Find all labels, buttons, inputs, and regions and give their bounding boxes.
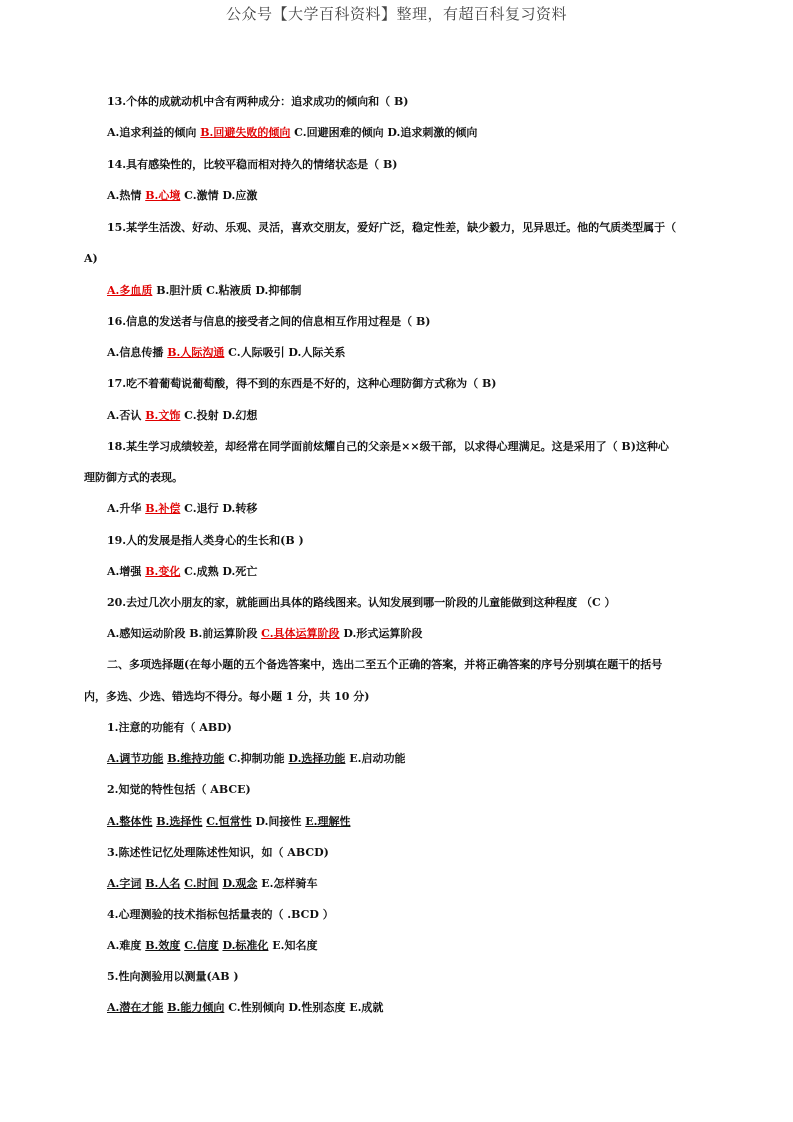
text-segment: E.怎样骑车	[257, 877, 318, 890]
text-line	[107, 939, 317, 953]
underlined-option: D.选择功能	[288, 752, 346, 765]
text-line	[107, 377, 496, 391]
underlined-option: B.选择性	[156, 815, 203, 828]
underlined-option: A.整体性	[107, 815, 153, 828]
text-line	[107, 721, 232, 735]
text-segment: B.胆汁质 C.粘液质 D.抑郁制	[152, 284, 302, 297]
text-segment: 19.人的发展是指人类身心的生长和(B )	[107, 534, 304, 547]
text-line	[107, 534, 304, 548]
text-segment: C.投射 D.幻想	[180, 409, 258, 422]
text-line	[107, 565, 257, 579]
text-line	[107, 752, 405, 766]
underlined-option: A.字词	[107, 877, 142, 890]
text-segment: A.感知运动阶段 B.前运算阶段	[107, 627, 262, 640]
text-line	[107, 1001, 383, 1015]
answer-highlight: A.多血质	[107, 284, 153, 297]
text-line	[107, 846, 329, 860]
text-line	[107, 596, 616, 610]
text-line	[107, 908, 334, 922]
text-line	[107, 970, 239, 984]
text-line	[84, 252, 98, 266]
text-segment: A.信息传播	[107, 346, 168, 359]
underlined-option: A.调节功能	[107, 752, 164, 765]
answer-highlight: B.回避失败的倾向	[200, 126, 291, 139]
text-line	[107, 877, 317, 891]
text-line	[107, 126, 477, 140]
answer-highlight: B.人际沟通	[167, 346, 225, 359]
text-segment: E.知名度	[268, 939, 318, 952]
text-segment: C.性别倾向 D.性别态度 E.成就	[224, 1001, 384, 1014]
text-segment: 20.去过几次小朋友的家，就能画出具体的路线图来。认知发展到哪一阶段的儿童能做到这种程度 （C ）	[107, 596, 616, 609]
text-segment: C.回避困难的倾向 D.追求刺激的倾向	[290, 126, 478, 139]
text-segment: 16.信息的发送者与信息的接受者之间的信息相互作用过程是（ B)	[107, 315, 431, 328]
text-line	[107, 502, 257, 516]
text-segment: 13.个体的成就动机中含有两种成分：追求成功的倾向和（ B)	[107, 95, 409, 108]
text-segment: 2.知觉的特性包括（ ABCE)	[107, 783, 251, 796]
text-segment: A.否认	[107, 409, 146, 422]
text-line	[107, 658, 662, 672]
underlined-option: B.效度	[145, 939, 181, 952]
text-segment: A)	[84, 252, 98, 265]
text-segment: A.增强	[107, 565, 146, 578]
text-segment: E.启动功能	[345, 752, 406, 765]
underlined-option: A.潜在才能	[107, 1001, 164, 1014]
text-segment: 4.心理测验的技术指标包括量表的（ .BCD ）	[107, 908, 334, 921]
text-line	[107, 189, 257, 203]
text-segment: 18.某生学习成绩较差，却经常在同学面前炫耀自己的父亲是××级干部，以求得心理满足。这是采用了（ B)这种心	[107, 440, 669, 453]
text-segment: 内，多选、少选、错选均不得分。每小题 1 分，共 10 分)	[84, 690, 370, 703]
underlined-option: B.人名	[145, 877, 181, 890]
page-header-watermark: 公众号【大学百科资料】整理，有超百科复习资料	[225, 5, 567, 23]
text-segment: C.激情 D.应激	[180, 189, 258, 202]
underlined-option: E.理解性	[305, 815, 351, 828]
text-line	[107, 783, 251, 797]
underlined-option: D.标准化	[222, 939, 269, 952]
text-segment: 二、多项选择题(在每小题的五个备选答案中，选出二至五个正确的答案，并将正确答案的序号分别填在题干的括号	[107, 658, 663, 671]
text-line	[107, 346, 345, 360]
answer-highlight: B.心境	[145, 189, 181, 202]
text-segment: 17.吃不着葡萄说葡萄酸，得不到的东西是不好的，这种心理防御方式称为（ B)	[107, 377, 497, 390]
text-segment: 1.注意的功能有（ ABD)	[107, 721, 232, 734]
text-segment: A.难度	[107, 939, 146, 952]
text-segment: C.人际吸引 D.人际关系	[224, 346, 346, 359]
text-segment: D.形式运算阶段	[339, 627, 423, 640]
underlined-option: B.维持功能	[167, 752, 225, 765]
underlined-option: D.观念	[222, 877, 258, 890]
text-line	[107, 409, 257, 423]
answer-highlight: B.补偿	[145, 502, 181, 515]
text-segment: A.热情	[107, 189, 146, 202]
underlined-option: C.信度	[184, 939, 219, 952]
text-line	[84, 471, 183, 485]
text-segment: C.退行 D.转移	[180, 502, 258, 515]
text-line	[107, 440, 669, 454]
text-line	[107, 627, 422, 641]
text-line	[107, 315, 430, 329]
answer-highlight: C.具体运算阶段	[261, 627, 340, 640]
text-line	[107, 221, 676, 235]
text-line	[107, 815, 350, 829]
text-segment: C.成熟 D.死亡	[180, 565, 258, 578]
text-segment: 理防御方式的表现。	[84, 471, 183, 484]
text-segment: C.抑制功能	[224, 752, 289, 765]
text-segment: 15.某学生活泼、好动、乐观、灵活，喜欢交朋友，爱好广泛，稳定性差，缺少毅力，见异思迁。他的气质类型属于（	[107, 221, 677, 234]
text-line	[107, 95, 408, 109]
text-line	[84, 690, 369, 704]
text-segment: 5.性向测验用以测量(AB )	[107, 970, 239, 983]
underlined-option: C.恒常性	[206, 815, 252, 828]
answer-highlight: B.文饰	[145, 409, 181, 422]
text-segment: A.升华	[107, 502, 146, 515]
underlined-option: B.能力倾向	[167, 1001, 225, 1014]
text-segment: D.间接性	[251, 815, 306, 828]
text-segment: 14.具有感染性的，比较平稳而相对持久的情绪状态是（ B)	[107, 158, 398, 171]
text-segment: A.追求利益的倾向	[107, 126, 201, 139]
text-line	[107, 284, 301, 298]
text-segment: 3.陈述性记忆处理陈述性知识，如（ ABCD)	[107, 846, 329, 859]
text-line	[107, 158, 397, 172]
underlined-option: C.时间	[184, 877, 219, 890]
answer-highlight: B.变化	[145, 565, 181, 578]
